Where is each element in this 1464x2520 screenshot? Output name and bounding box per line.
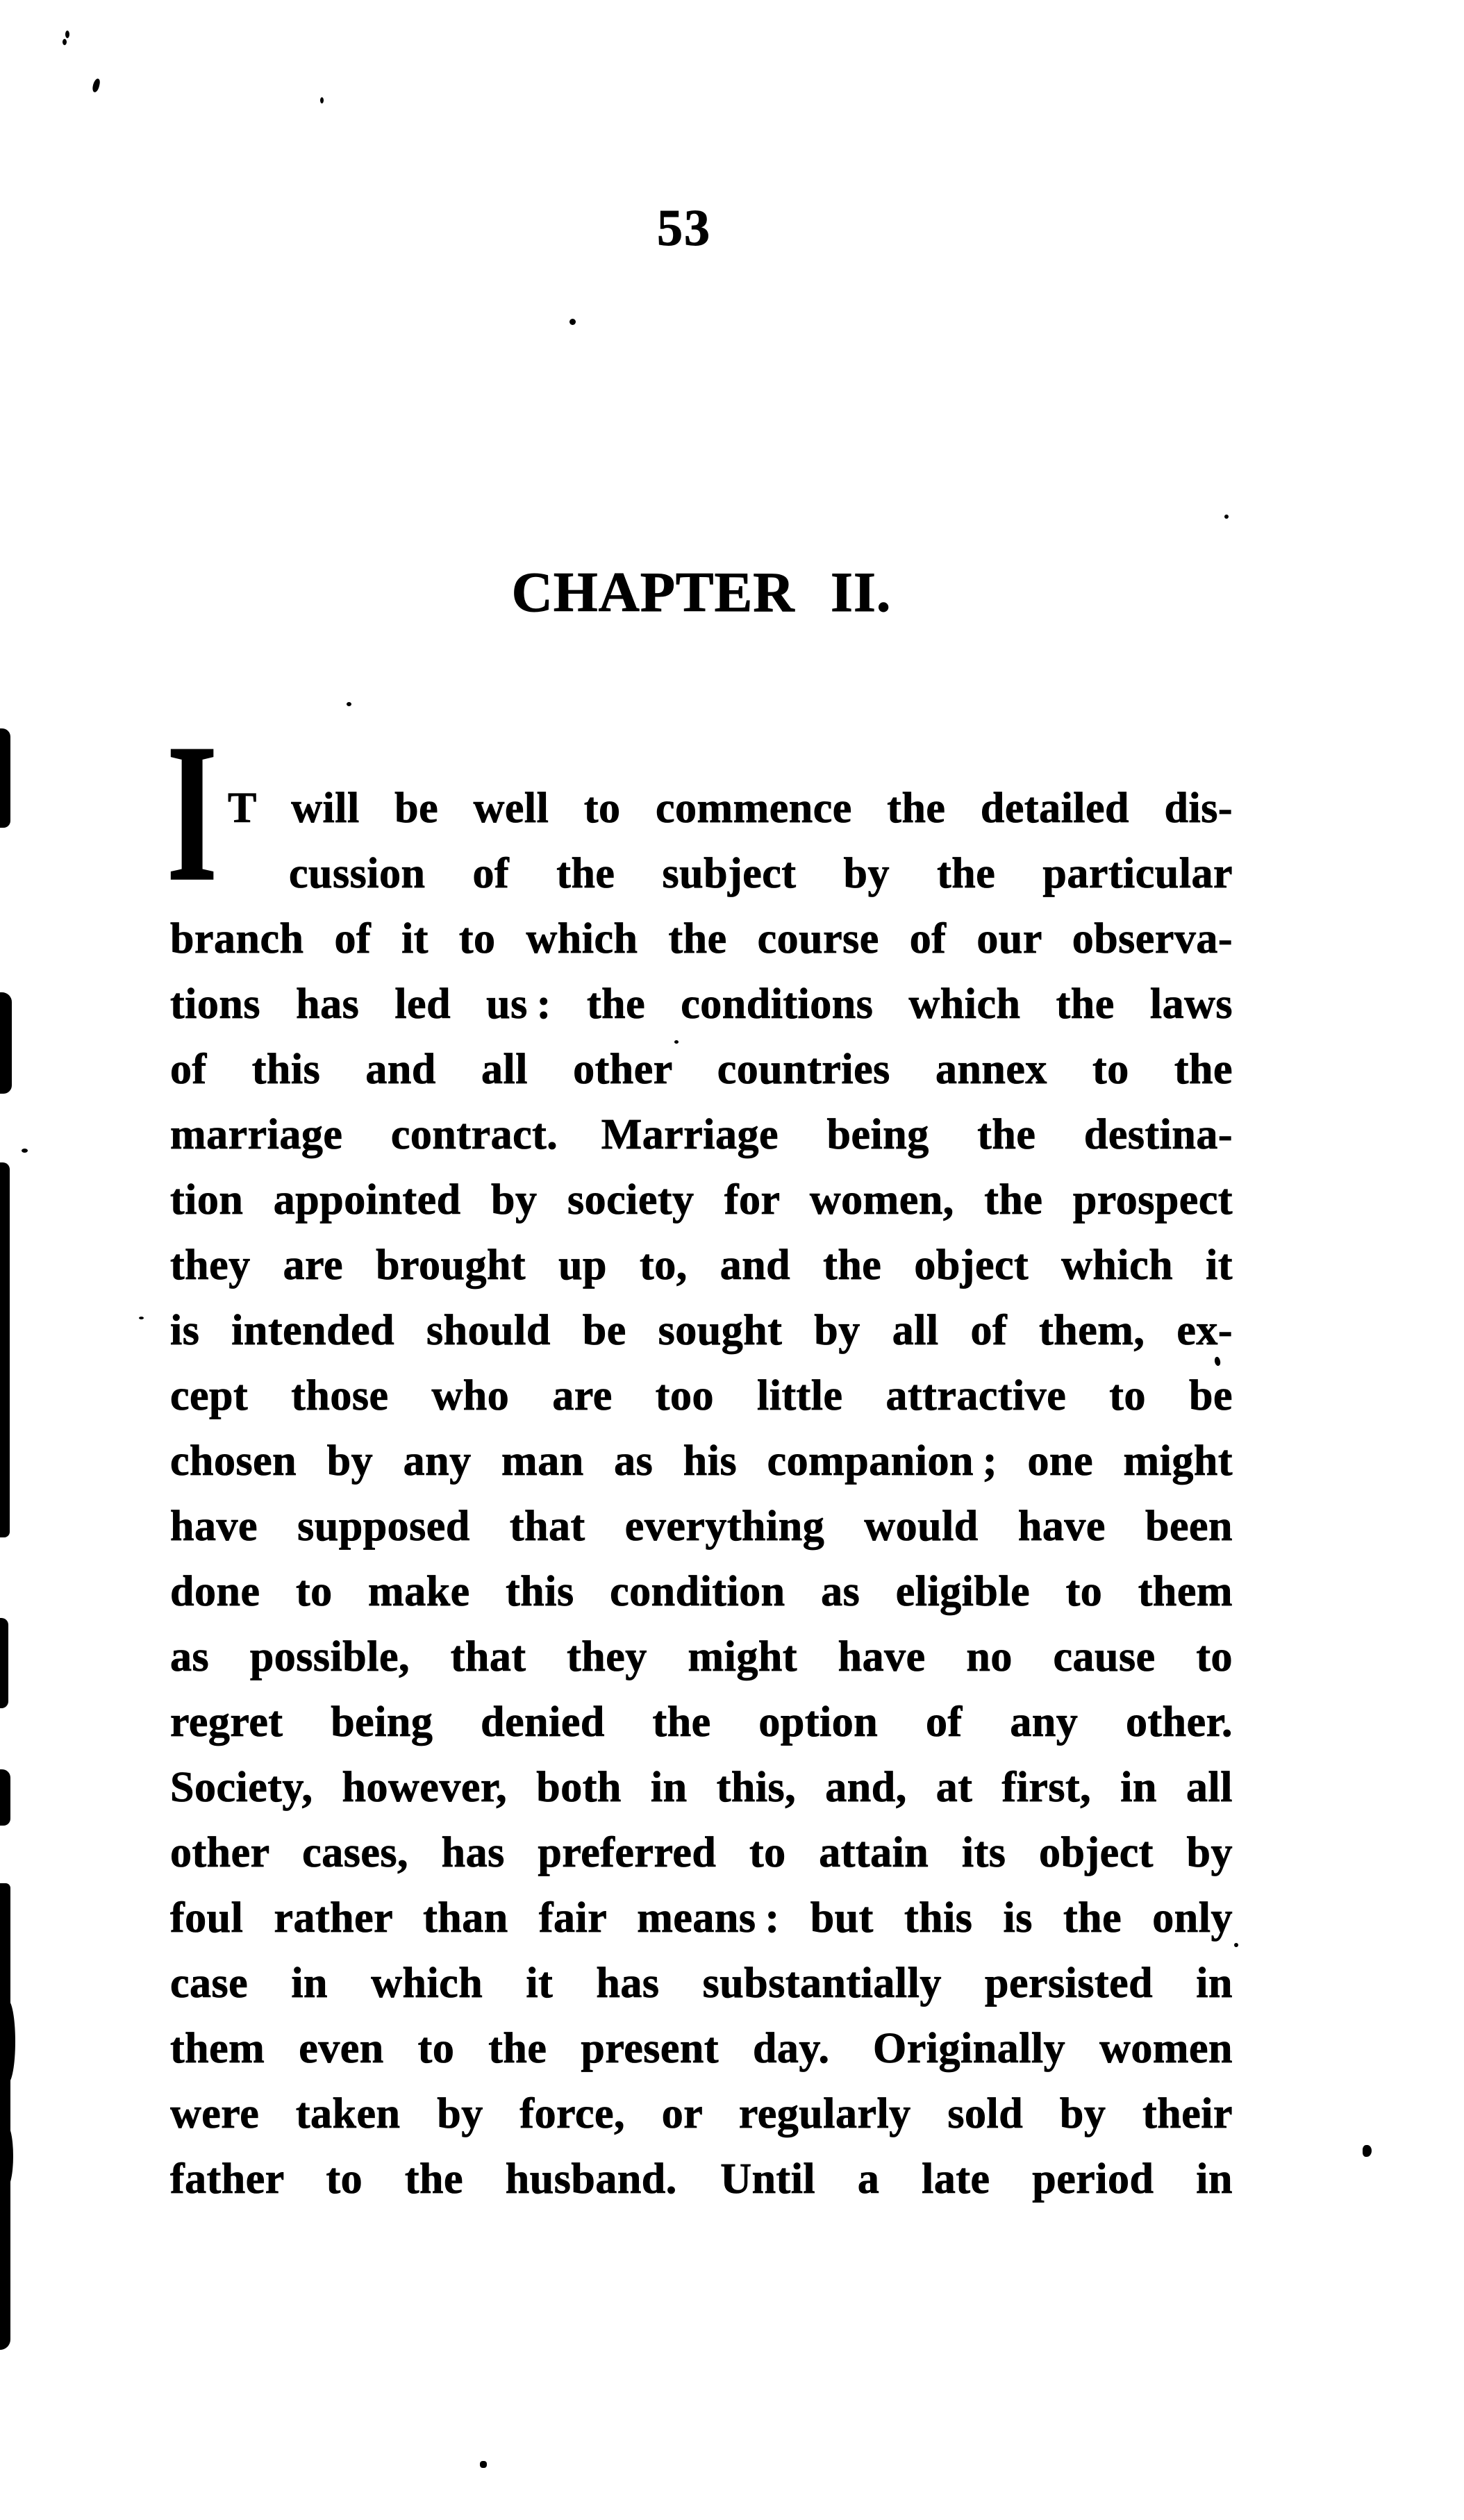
scan-artifact-left-edge	[0, 1618, 8, 1708]
scan-artifact-left-edge	[0, 992, 12, 1094]
text-line: of this and all other countries annex to the	[170, 1046, 1233, 1093]
scan-artifact-speck	[63, 39, 67, 45]
text-line: case in which it has substantially persisted in	[170, 1960, 1233, 2007]
text-line: regret being denied the option of any other.	[170, 1699, 1233, 1746]
scan-artifact-speck	[1224, 515, 1229, 519]
text-line: done to make this condition as eligible to them	[170, 1568, 1233, 1615]
text-line: were taken by force, or regularly sold by their	[170, 2090, 1233, 2137]
scan-artifact-speck	[139, 1317, 144, 1319]
scan-artifact-speck	[1234, 1943, 1238, 1947]
text-line: branch of it to which the course of our observa-	[170, 915, 1233, 962]
scan-artifact-left-edge	[0, 1883, 10, 2350]
text-line: tion appointed by society for women, the prospect	[170, 1176, 1233, 1224]
paragraph	[170, 776, 1233, 2212]
text-line: T will be well to commence the detailed dis-	[228, 785, 1233, 832]
scan-artifact-speck	[22, 1149, 28, 1153]
scan-artifact-speck	[320, 97, 324, 103]
chapter-heading: CHAPTER II.	[511, 560, 892, 624]
text-line: they are brought up to, and the object which it	[170, 1242, 1233, 1289]
scan-artifact-speck	[569, 319, 576, 325]
text-line: other cases, has preferred to attain its object by	[170, 1829, 1233, 1876]
scan-artifact-speck	[92, 78, 101, 92]
scan-artifact-speck	[65, 31, 69, 38]
text-line: as possible, that they might have no cause to	[170, 1633, 1233, 1680]
scan-artifact-speck	[480, 2461, 487, 2468]
text-line: them even to the present day. Originally women	[170, 2025, 1233, 2072]
page-number: 53	[657, 200, 711, 257]
text-line: cept those who are too little attractive to be	[170, 1372, 1233, 1419]
text-line: is intended should be sought by all of them, ex-	[170, 1307, 1233, 1354]
scan-artifact-left-edge	[0, 2000, 15, 2083]
text-line: foul rather than fair means : but this is the only	[170, 1894, 1233, 1942]
drop-cap-letter: I	[167, 703, 218, 922]
text-line: Society, however, both in this, and, at first, in all	[170, 1764, 1233, 1811]
scan-artifact-left-edge	[0, 2125, 13, 2187]
scan-artifact-left-edge	[0, 1162, 10, 1537]
scan-artifact-left-edge	[0, 1769, 10, 1826]
scan-artifact-speck	[674, 1040, 679, 1044]
text-line: cussion of the subject by the particular	[289, 850, 1233, 897]
text-line: tions has led us : the conditions which the laws	[170, 981, 1233, 1028]
text-line: marriage contract. Marriage being the destina-	[170, 1111, 1233, 1158]
scan-artifact-left-edge	[0, 728, 10, 828]
scan-artifact-speck	[1363, 2145, 1372, 2157]
text-line: have supposed that everything would have been	[170, 1503, 1233, 1550]
text-line: father to the husband. Until a late period in	[170, 2155, 1233, 2203]
scan-artifact-speck	[347, 702, 351, 706]
text-line: chosen by any man as his companion ; one might	[170, 1437, 1233, 1485]
